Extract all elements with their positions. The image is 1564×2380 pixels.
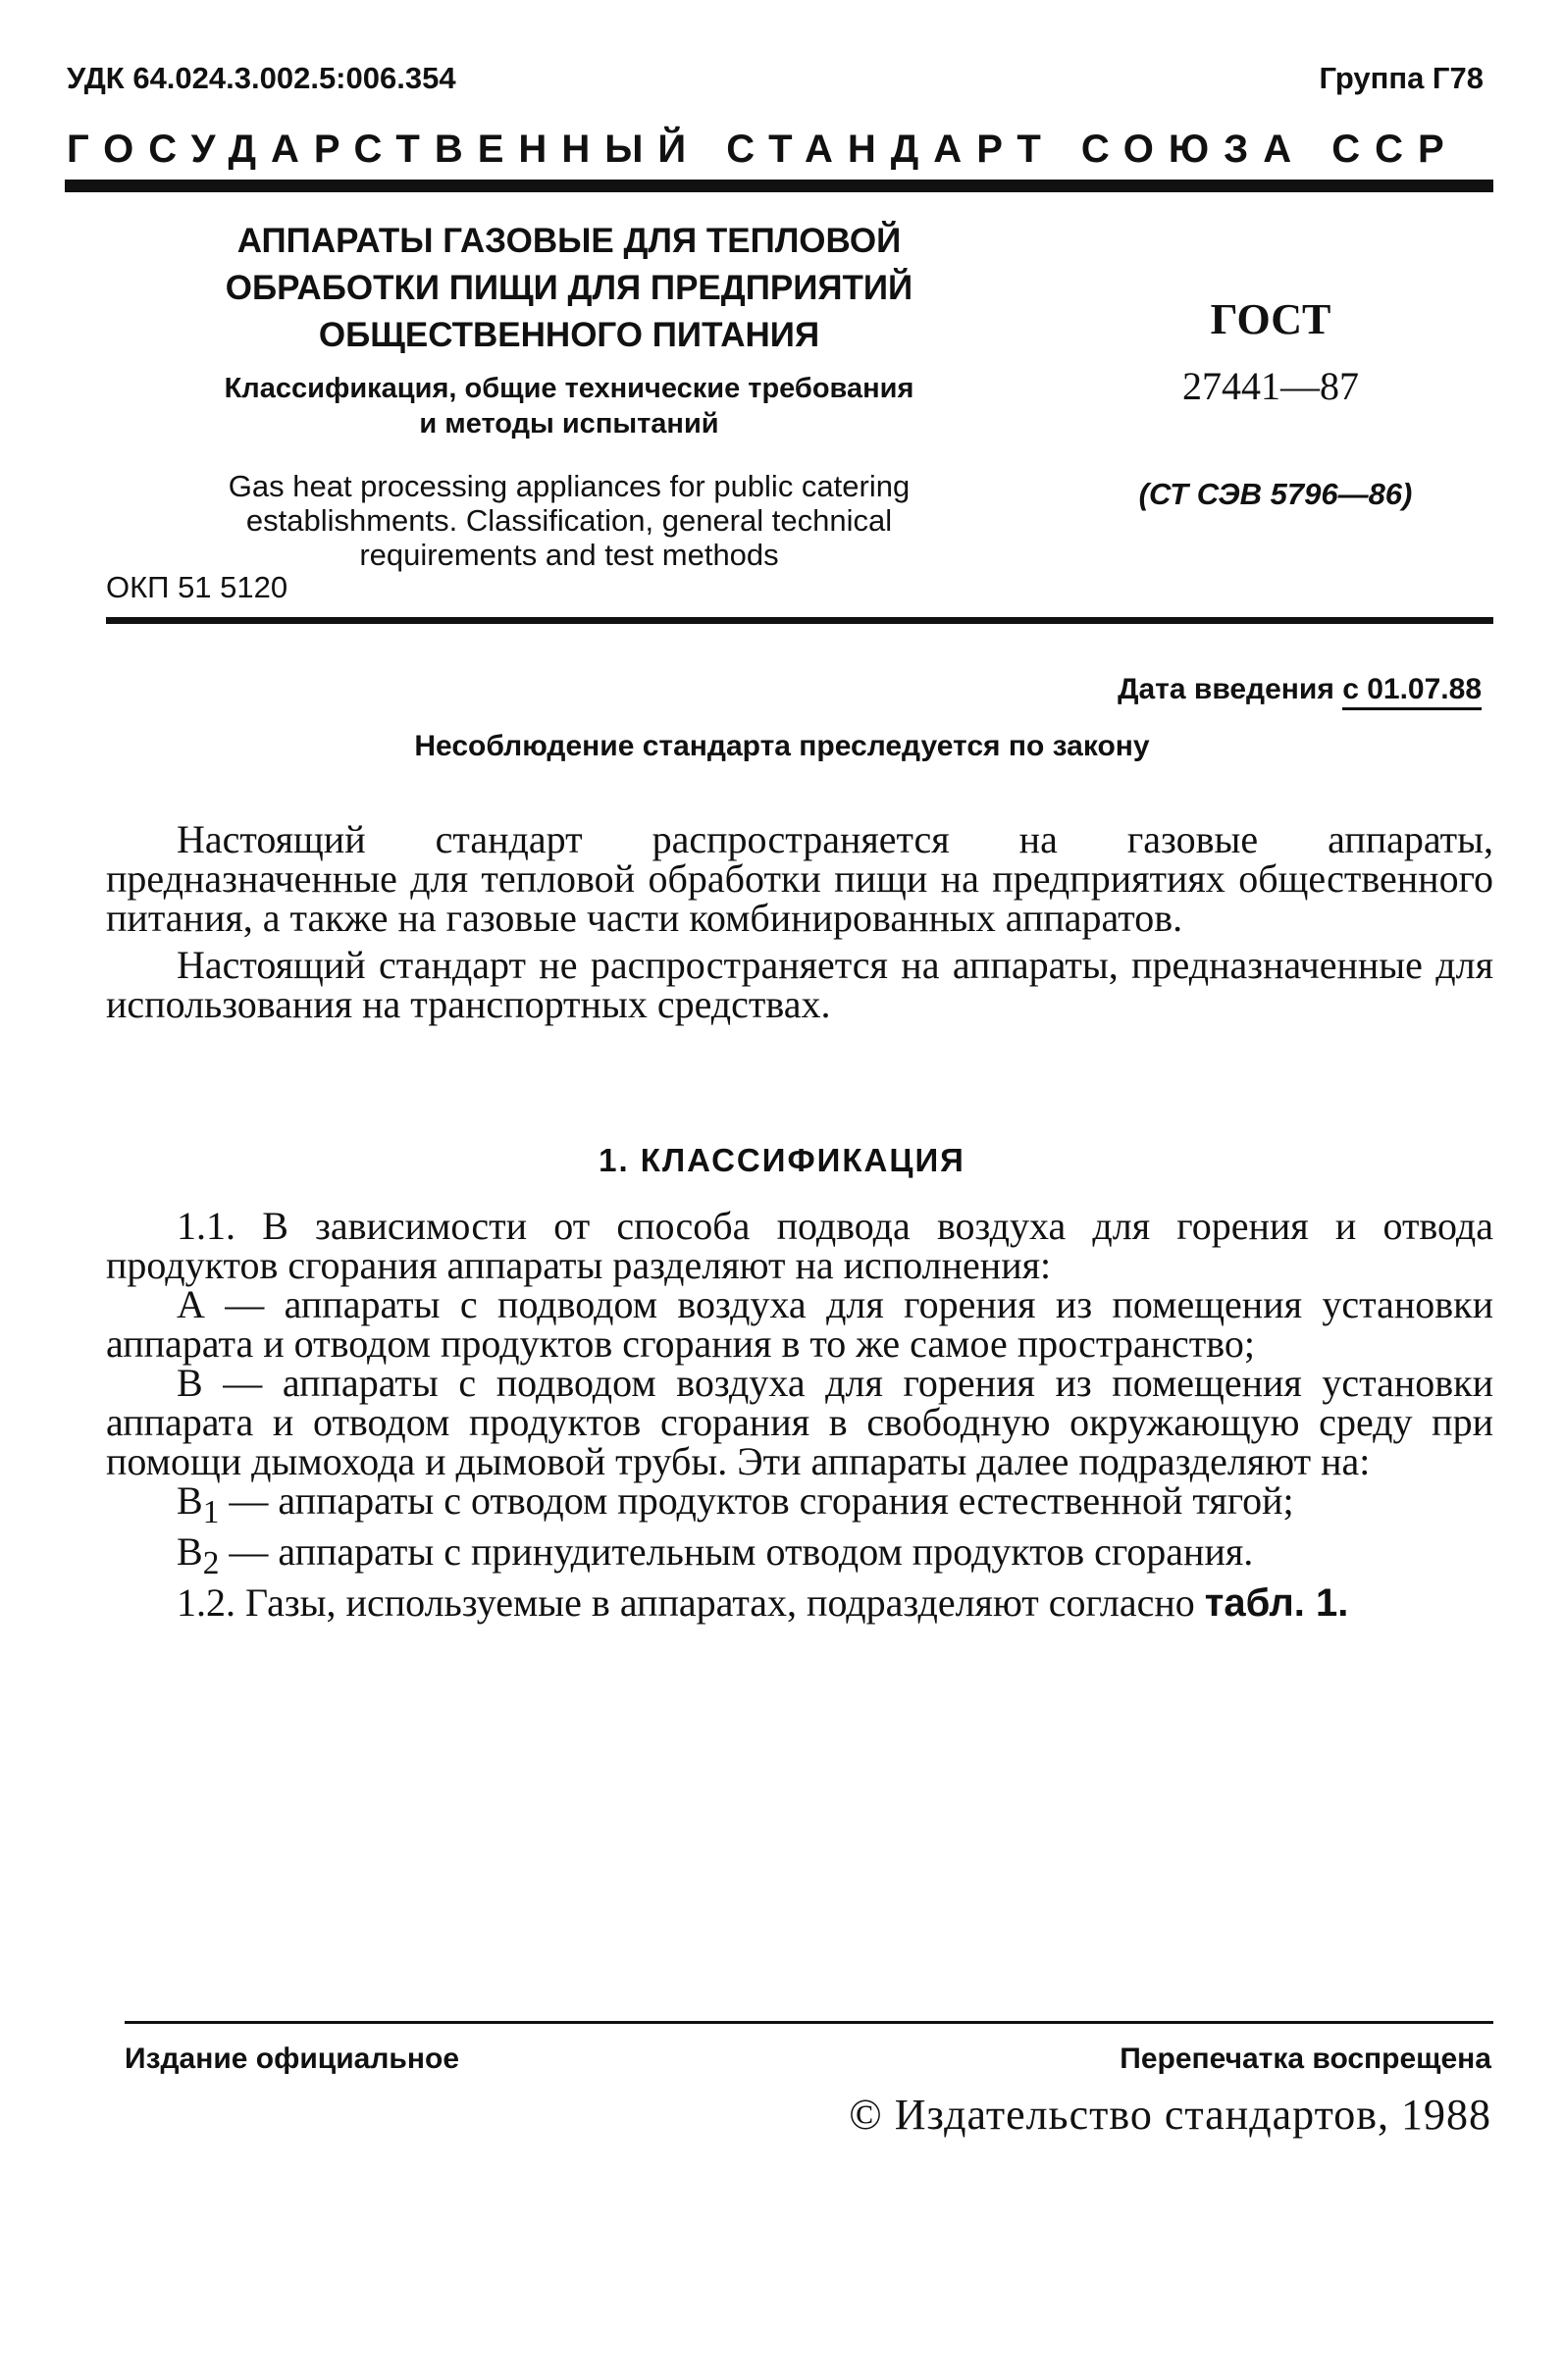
english-title bbox=[128, 469, 1011, 572]
official-edition: Издание официальное bbox=[125, 2043, 460, 2075]
reprint-prohibited: Перепечатка воспрещена bbox=[1120, 2043, 1491, 2075]
footer-rule bbox=[125, 2021, 1493, 2024]
subtitle-line: Классификация, общие технические требования bbox=[224, 373, 914, 404]
standard-title bbox=[128, 218, 1011, 359]
law-notice: Несоблюдение стандарта преследуется по закону bbox=[414, 730, 1150, 762]
gost-sev-number: (СТ СЭВ 5796—86) bbox=[1138, 477, 1413, 511]
paragraph-type-a: А — аппараты с подводом воздуха для горения из помещения установки аппарата и отводом продуктов сгорания в то же самое пространство; bbox=[106, 1282, 1493, 1366]
type-b1-label: B bbox=[177, 1478, 203, 1523]
paragraph-scope: Настоящий стандарт распространяется на газовые аппараты, предназначенные для тепловой обработки пищи на предприятиях общественного питания, а также на газовые части комбинированных аппаратов. bbox=[106, 817, 1493, 940]
gost-label: ГОСТ bbox=[1210, 295, 1331, 343]
paragraph-1-2-text: 1.2. Газы, используемые в аппаратах, подразделяют согласно bbox=[177, 1580, 1205, 1625]
paragraph-1-2 bbox=[106, 1580, 1493, 1625]
standard-subtitle bbox=[128, 371, 1011, 441]
section-title: 1. КЛАССИФИКАЦИЯ bbox=[599, 1142, 965, 1178]
paragraph-type-b2 bbox=[106, 1529, 1493, 1583]
copyright bbox=[849, 2090, 1491, 2140]
okp-code: ОКП 51 5120 bbox=[106, 570, 288, 604]
type-b2-subscript: 2 bbox=[202, 1545, 220, 1581]
title-line: АППАРАТЫ ГАЗОВЫЕ ДЛЯ ТЕПЛОВОЙ bbox=[236, 222, 902, 260]
paragraph-type-b1 bbox=[106, 1478, 1493, 1532]
copyright-text: Издательство стандартов, 1988 bbox=[894, 2091, 1491, 2139]
classification-paragraphs bbox=[106, 1204, 1493, 1625]
paragraph-type-b: В — аппараты с подводом воздуха для горения из помещения установки аппарата и отводом продуктов сгорания в свободную окружающую среду при помощи дымохода и дымовой трубы. Эти аппараты далее подразделяют на: bbox=[106, 1361, 1493, 1483]
introduction-date bbox=[1118, 673, 1482, 706]
gost-number: 27441—87 bbox=[1182, 364, 1359, 408]
title-line: ОБРАБОТКИ ПИЩИ ДЛЯ ПРЕДПРИЯТИЙ bbox=[225, 269, 913, 307]
title-line: ОБЩЕСТВЕННОГО ПИТАНИЯ bbox=[318, 316, 820, 354]
subtitle-line: и методы испытаний bbox=[419, 408, 719, 440]
english-line: requirements and test methods bbox=[359, 538, 779, 572]
copyright-icon: © bbox=[849, 2091, 883, 2139]
date-label: Дата введения bbox=[1118, 673, 1334, 705]
top-thick-rule bbox=[65, 180, 1493, 192]
paragraph-1-1: 1.1. В зависимости от способа подвода воздуха для горения и отвода продуктов сгорания аппараты разделяют на исполнения: bbox=[106, 1204, 1493, 1287]
type-b1-subscript: 1 bbox=[202, 1494, 220, 1530]
english-line: Gas heat processing appliances for public catering bbox=[228, 469, 911, 503]
type-b2-text: — аппараты с принудительным отводом продуктов сгорания. bbox=[219, 1529, 1254, 1574]
date-value: с 01.07.88 bbox=[1342, 673, 1482, 710]
table-reference: табл. 1. bbox=[1204, 1581, 1349, 1625]
standard-banner: ГОСУДАРСТВЕННЫЙ СТАНДАРТ СОЮЗА ССР bbox=[67, 128, 1459, 171]
title-block-rule bbox=[106, 617, 1493, 624]
type-b2-label: B bbox=[177, 1529, 203, 1574]
group-code: Группа Г78 bbox=[1319, 61, 1484, 95]
paragraph-exclusion: Настоящий стандарт не распространяется на аппараты, предназначенные для использования на транспортных средствах. bbox=[106, 943, 1493, 1026]
udk-code: УДК 64.024.3.002.5:006.354 bbox=[67, 61, 456, 95]
english-line: establishments. Classification, general technical bbox=[245, 503, 893, 538]
type-b1-text: — аппараты с отводом продуктов сгорания естественной тягой; bbox=[219, 1478, 1294, 1523]
scope-paragraphs bbox=[106, 817, 1493, 1026]
